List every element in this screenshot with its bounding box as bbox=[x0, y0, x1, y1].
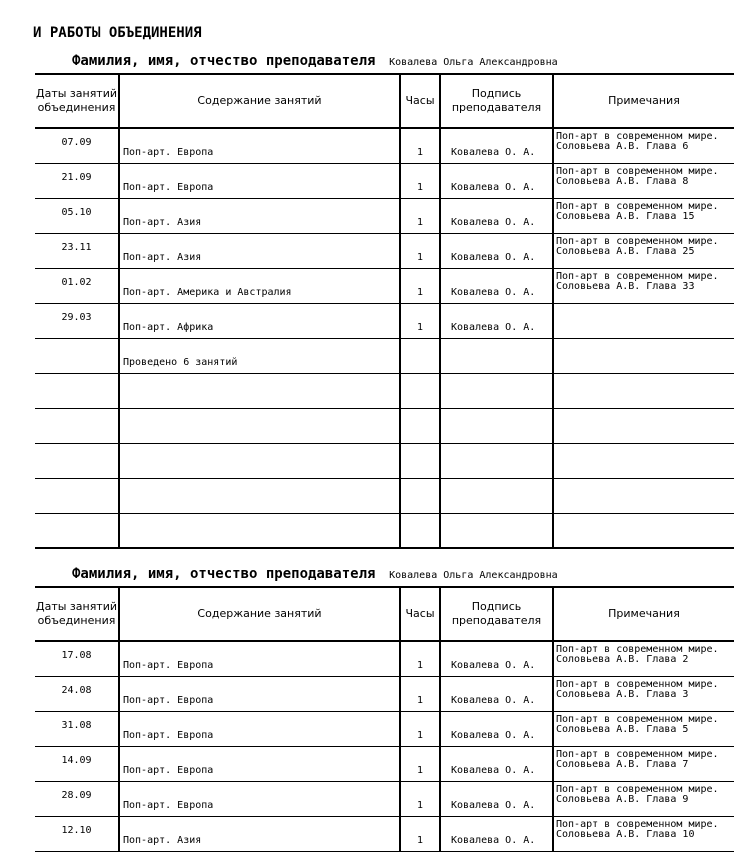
date-cell bbox=[35, 338, 119, 373]
content-cell: Поп-арт. Европа bbox=[119, 781, 400, 816]
content-cell: Проведено 6 занятий bbox=[119, 338, 400, 373]
header-row bbox=[35, 75, 734, 128]
notes-cell bbox=[553, 513, 734, 548]
signature-cell bbox=[440, 513, 553, 548]
hours-cell: 1 bbox=[400, 128, 440, 163]
date-cell: 24.08 bbox=[35, 676, 119, 711]
header-content: Содержание занятий bbox=[119, 588, 400, 641]
hours-cell: 1 bbox=[400, 746, 440, 781]
note-line: Соловьева А.В. Глава 5 bbox=[556, 723, 689, 735]
signature-cell: Ковалева О. А. bbox=[440, 128, 553, 163]
content-cell bbox=[119, 408, 400, 443]
signature-cell: Ковалева О. А. bbox=[440, 198, 553, 233]
hours-cell: 1 bbox=[400, 233, 440, 268]
table-row bbox=[35, 268, 734, 303]
notes-cell bbox=[553, 373, 734, 408]
teacher-name: Ковалева Ольга Александровна bbox=[389, 570, 558, 581]
content-cell: Поп-арт. Азия bbox=[119, 233, 400, 268]
date-cell: 12.10 bbox=[35, 816, 119, 851]
note-line: Поп-арт в современном мире. bbox=[556, 200, 719, 212]
signature-cell: Ковалева О. А. bbox=[440, 816, 553, 851]
notes-cell bbox=[553, 198, 734, 233]
hours-cell: 1 bbox=[400, 711, 440, 746]
hours-cell bbox=[400, 338, 440, 373]
signature-cell bbox=[440, 338, 553, 373]
signature-cell bbox=[440, 408, 553, 443]
note-line: Поп-арт в современном мире. bbox=[556, 818, 719, 830]
notes-cell bbox=[553, 676, 734, 711]
content-cell: Поп-арт. Европа bbox=[119, 711, 400, 746]
hours-cell bbox=[400, 478, 440, 513]
note-line: Поп-арт в современном мире. bbox=[556, 644, 719, 655]
date-cell: 21.09 bbox=[35, 163, 119, 198]
notes-cell bbox=[553, 711, 734, 746]
hours-cell: 1 bbox=[400, 781, 440, 816]
header-signature: Подпись преподавателя bbox=[440, 75, 553, 128]
table-row bbox=[35, 373, 734, 408]
date-cell: 17.08 bbox=[35, 641, 119, 676]
date-cell bbox=[35, 373, 119, 408]
notes-cell bbox=[553, 408, 734, 443]
content-cell: Поп-арт. Африка bbox=[119, 303, 400, 338]
table-row bbox=[35, 478, 734, 513]
table-row bbox=[35, 816, 734, 851]
signature-cell bbox=[440, 443, 553, 478]
content-cell: Поп-арт. Европа bbox=[119, 746, 400, 781]
header-dates: Даты занятий объединения bbox=[35, 588, 119, 641]
note-line: Поп-арт в современном мире. bbox=[556, 678, 719, 690]
hours-cell: 1 bbox=[400, 676, 440, 711]
header-content: Содержание занятий bbox=[119, 75, 400, 128]
content-cell: Поп-арт. Европа bbox=[119, 128, 400, 163]
notes-cell bbox=[553, 443, 734, 478]
note-line: Поп-арт в современном мире. bbox=[556, 748, 719, 760]
notes-cell bbox=[553, 746, 734, 781]
table-row bbox=[35, 781, 734, 816]
table-row bbox=[35, 641, 734, 676]
content-cell bbox=[119, 373, 400, 408]
table-row bbox=[35, 513, 734, 548]
header-notes: Примечания bbox=[553, 75, 734, 128]
header-hours: Часы bbox=[400, 588, 440, 641]
table-row bbox=[35, 443, 734, 478]
hours-cell: 1 bbox=[400, 816, 440, 851]
content-cell: Поп-арт. Америка и Австралия bbox=[119, 268, 400, 303]
notes-cell bbox=[553, 163, 734, 198]
content-cell: Поп-арт. Европа bbox=[119, 163, 400, 198]
table-row bbox=[35, 233, 734, 268]
date-cell: 05.10 bbox=[35, 198, 119, 233]
note-line: Поп-арт в современном мире. bbox=[556, 783, 719, 795]
table-row bbox=[35, 163, 734, 198]
signature-cell: Ковалева О. А. bbox=[440, 641, 553, 676]
date-cell: 01.02 bbox=[35, 268, 119, 303]
hours-cell: 1 bbox=[400, 268, 440, 303]
notes-cell bbox=[553, 478, 734, 513]
table-row bbox=[35, 676, 734, 711]
date-cell bbox=[35, 443, 119, 478]
note-line: Соловьева А.В. Глава 8 bbox=[556, 175, 689, 187]
hours-cell bbox=[400, 373, 440, 408]
notes-cell bbox=[553, 303, 734, 338]
notes-cell bbox=[553, 781, 734, 816]
hours-cell bbox=[400, 408, 440, 443]
page-title: И РАБОТЫ ОБЪЕДИНЕНИЯ bbox=[33, 25, 202, 41]
date-cell: 07.09 bbox=[35, 128, 119, 163]
signature-cell bbox=[440, 478, 553, 513]
signature-cell: Ковалева О. А. bbox=[440, 746, 553, 781]
note-line: Поп-арт в современном мире. bbox=[556, 131, 719, 142]
teacher-line bbox=[72, 50, 558, 69]
signature-cell bbox=[440, 373, 553, 408]
hours-cell bbox=[400, 443, 440, 478]
content-cell: Поп-арт. Азия bbox=[119, 816, 400, 851]
journal-table bbox=[35, 75, 734, 549]
header-hours: Часы bbox=[400, 75, 440, 128]
date-cell bbox=[35, 478, 119, 513]
teacher-label: Фамилия, имя, отчество преподавателя bbox=[72, 53, 376, 69]
notes-cell bbox=[553, 641, 734, 676]
date-cell: 14.09 bbox=[35, 746, 119, 781]
notes-cell bbox=[553, 128, 734, 163]
content-cell: Поп-арт. Европа bbox=[119, 641, 400, 676]
note-line: Соловьева А.В. Глава 6 bbox=[556, 141, 689, 152]
note-line: Соловьева А.В. Глава 33 bbox=[556, 280, 695, 292]
notes-cell bbox=[553, 816, 734, 851]
note-line: Соловьева А.В. Глава 7 bbox=[556, 758, 689, 770]
note-line: Соловьева А.В. Глава 25 bbox=[556, 245, 695, 257]
date-cell: 28.09 bbox=[35, 781, 119, 816]
hours-cell: 1 bbox=[400, 198, 440, 233]
date-cell: 31.08 bbox=[35, 711, 119, 746]
table-row bbox=[35, 408, 734, 443]
hours-cell: 1 bbox=[400, 303, 440, 338]
teacher-label: Фамилия, имя, отчество преподавателя bbox=[72, 566, 376, 582]
journal-table bbox=[35, 588, 734, 852]
date-cell: 29.03 bbox=[35, 303, 119, 338]
table-row bbox=[35, 338, 734, 373]
notes-cell bbox=[553, 268, 734, 303]
content-cell bbox=[119, 478, 400, 513]
header-row bbox=[35, 588, 734, 641]
note-line: Соловьева А.В. Глава 2 bbox=[556, 654, 689, 665]
header-notes: Примечания bbox=[553, 588, 734, 641]
hours-cell: 1 bbox=[400, 163, 440, 198]
signature-cell: Ковалева О. А. bbox=[440, 233, 553, 268]
signature-cell: Ковалева О. А. bbox=[440, 268, 553, 303]
table-row bbox=[35, 746, 734, 781]
table-row bbox=[35, 303, 734, 338]
hours-cell: 1 bbox=[400, 641, 440, 676]
hours-cell bbox=[400, 513, 440, 548]
content-cell bbox=[119, 443, 400, 478]
date-cell bbox=[35, 513, 119, 548]
note-line: Поп-арт в современном мире. bbox=[556, 165, 719, 177]
date-cell bbox=[35, 408, 119, 443]
signature-cell: Ковалева О. А. bbox=[440, 303, 553, 338]
teacher-line bbox=[72, 563, 558, 582]
content-cell: Поп-арт. Азия bbox=[119, 198, 400, 233]
notes-cell bbox=[553, 233, 734, 268]
note-line: Поп-арт в современном мире. bbox=[556, 713, 719, 725]
content-cell: Поп-арт. Европа bbox=[119, 676, 400, 711]
table-row bbox=[35, 711, 734, 746]
note-line: Соловьева А.В. Глава 10 bbox=[556, 828, 695, 840]
table-row bbox=[35, 198, 734, 233]
note-line: Соловьева А.В. Глава 15 bbox=[556, 210, 695, 222]
teacher-name: Ковалева Ольга Александровна bbox=[389, 57, 558, 68]
content-cell bbox=[119, 513, 400, 548]
notes-cell bbox=[553, 338, 734, 373]
signature-cell: Ковалева О. А. bbox=[440, 781, 553, 816]
signature-cell: Ковалева О. А. bbox=[440, 676, 553, 711]
signature-cell: Ковалева О. А. bbox=[440, 711, 553, 746]
note-line: Соловьева А.В. Глава 3 bbox=[556, 688, 689, 700]
date-cell: 23.11 bbox=[35, 233, 119, 268]
signature-cell: Ковалева О. А. bbox=[440, 163, 553, 198]
header-signature: Подпись преподавателя bbox=[440, 588, 553, 641]
header-dates: Даты занятий объединения bbox=[35, 75, 119, 128]
note-line: Соловьева А.В. Глава 9 bbox=[556, 793, 689, 805]
note-line: Поп-арт в современном мире. bbox=[556, 235, 719, 247]
table-row bbox=[35, 128, 734, 163]
note-line: Поп-арт в современном мире. bbox=[556, 270, 719, 282]
